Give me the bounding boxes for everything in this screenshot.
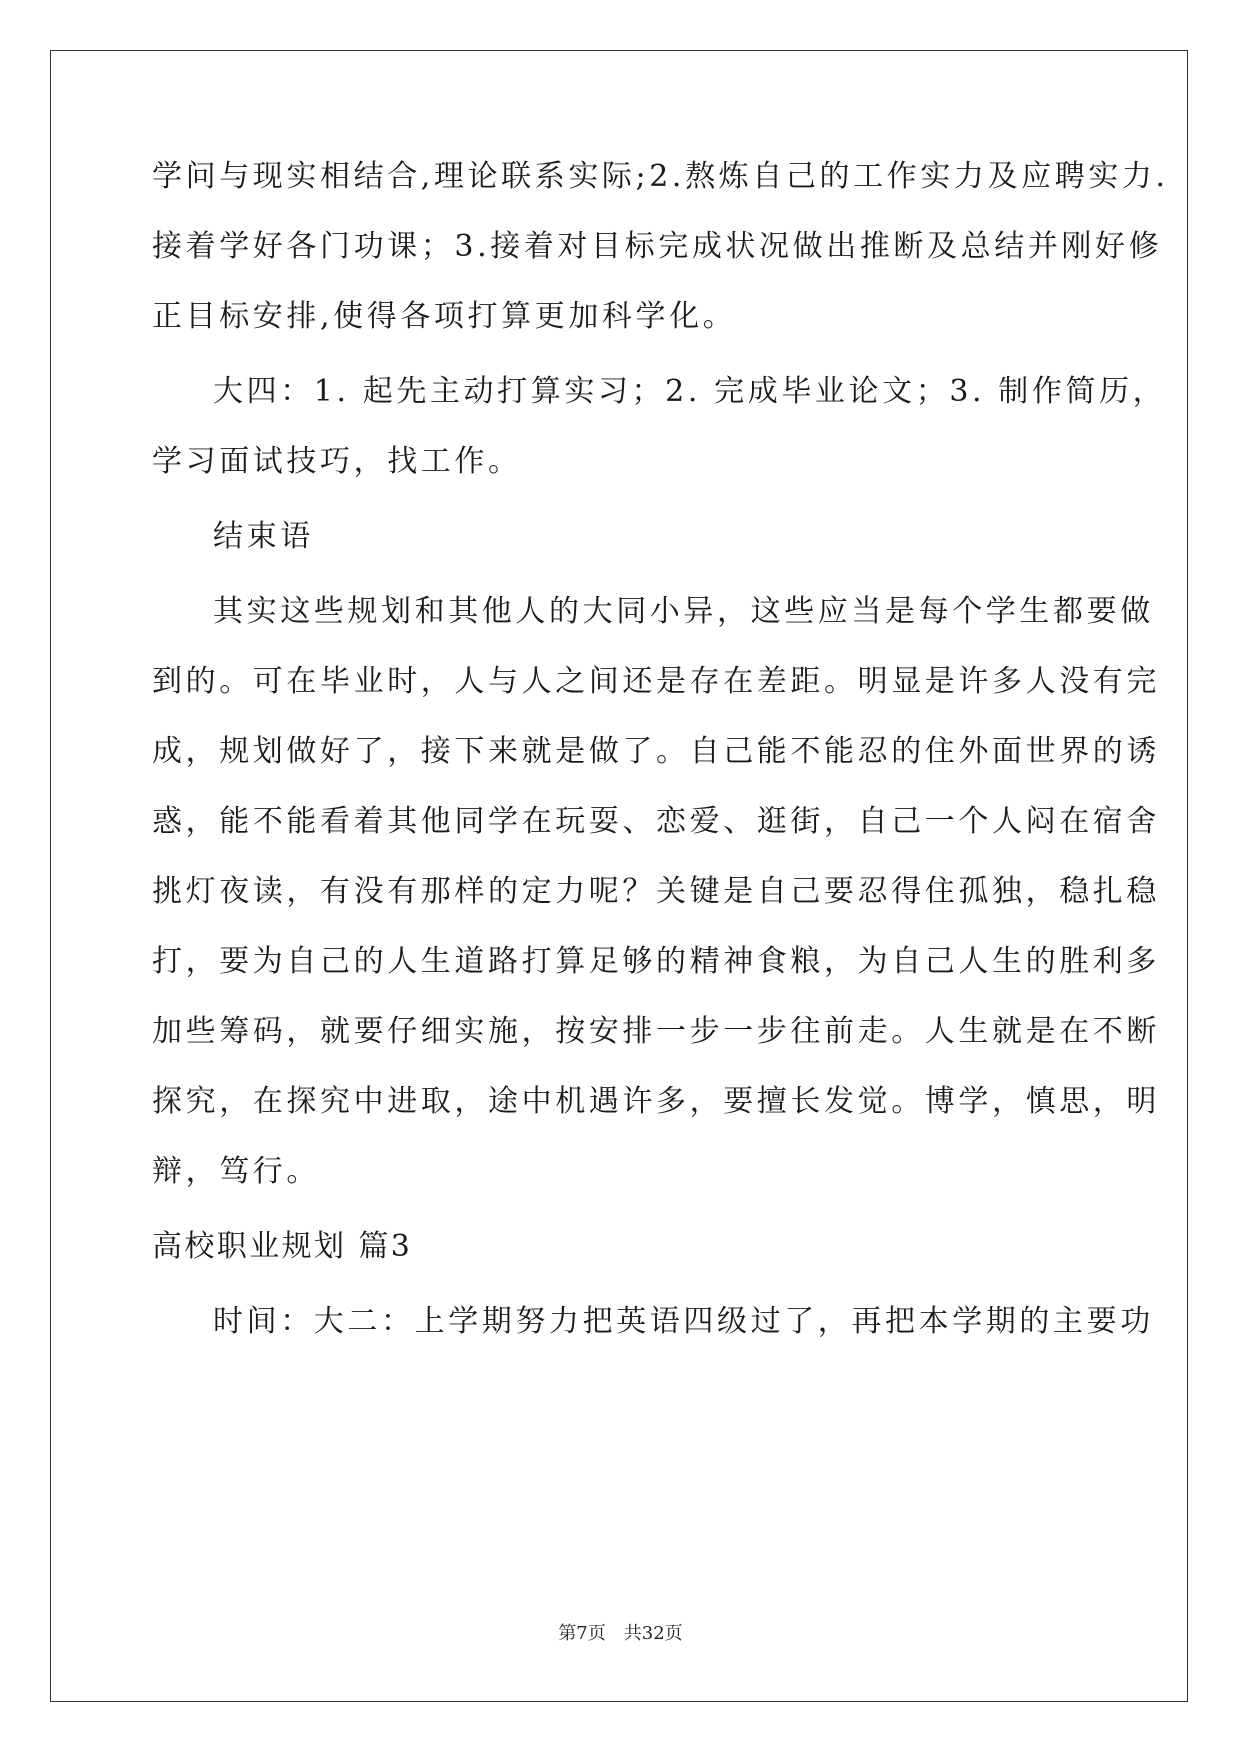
body-line-5: 学习面试技巧，找工作。 xyxy=(152,444,522,479)
body-line-11: 挑灯夜读，有没有那样的定力呢？关键是自己要忍得住孤独，稳扎稳 xyxy=(152,874,1160,909)
page-total: 共32页 xyxy=(623,1623,683,1644)
section-heading-conclusion: 结束语 xyxy=(213,519,314,554)
body-line-7: 其实这些规划和其他人的大同小异，这些应当是每个学生都要做 xyxy=(213,594,1154,629)
page-footer xyxy=(0,1622,1241,1646)
body-line-4: 大四：1. 起先主动打算实习；2. 完成毕业论文；3. 制作简历， xyxy=(213,374,1167,409)
body-line-13: 加些筹码，就要仔细实施，按安排一步一步往前走。人生就是在不断 xyxy=(152,1014,1160,1049)
body-line-12: 打，要为自己的人生道路打算足够的精神食粮，为自己人生的胜利多 xyxy=(152,944,1160,979)
section-heading-part3: 高校职业规划 篇3 xyxy=(152,1229,413,1264)
body-line-15: 辩，笃行。 xyxy=(152,1154,320,1189)
body-line-14: 探究，在探究中进取，途中机遇许多，要擅长发觉。博学，慎思，明 xyxy=(152,1084,1160,1119)
body-line-8: 到的。可在毕业时，人与人之间还是存在差距。明显是许多人没有完 xyxy=(152,664,1160,699)
body-line-9: 成，规划做好了，接下来就是做了。自己能不能忍的住外面世界的诱 xyxy=(152,734,1160,769)
body-line-2: 接着学好各门功课；3.接着对目标完成状况做出推断及总结并刚好修 xyxy=(152,229,1163,264)
body-line-10: 惑，能不能看着其他同学在玩耍、恋爱、逛街，自己一个人闷在宿舍 xyxy=(152,804,1160,839)
page-number: 第7页 xyxy=(558,1623,606,1644)
body-line-3: 正目标安排,使得各项打算更加科学化。 xyxy=(152,299,737,334)
body-line-17: 时间：大二：上学期努力把英语四级过了，再把本学期的主要功 xyxy=(213,1304,1154,1339)
body-line-1: 学问与现实相结合,理论联系实际;2.熬炼自己的工作实力及应聘实力. xyxy=(152,159,1169,194)
